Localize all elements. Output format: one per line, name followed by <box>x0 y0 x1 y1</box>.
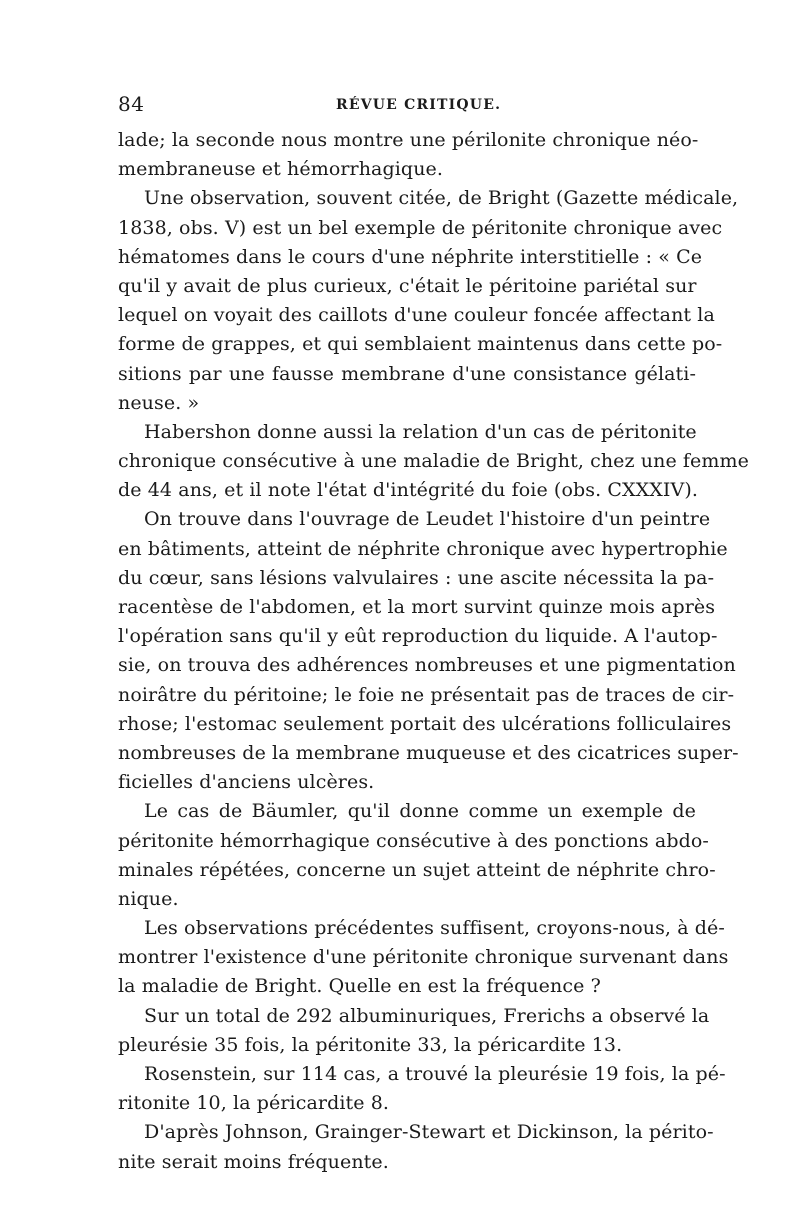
text-line: Habershon donne aussi la relation d'un cas de péritonite <box>144 420 697 443</box>
text-line: rhose; l'estomac seulement portait des ulcérations folliculaires <box>118 712 732 735</box>
text-line: lade; la seconde nous montre une périlonite chronique néo- <box>118 129 699 151</box>
body-text <box>118 126 749 1177</box>
text-line: forme de grappes, et qui semblaient maintenus dans cette po- <box>118 333 723 356</box>
text-line: la maladie de Bright. Quelle en est la fréquence ? <box>118 975 601 998</box>
page-number: 84 <box>118 92 145 116</box>
text-line: On trouve dans l'ouvrage de Leudet l'histoire d'un peintre <box>144 508 711 531</box>
text-line: neuse. » <box>118 391 200 414</box>
text-line: D'après Johnson, Grainger-Stewart et Dickinson, la périto- <box>144 1121 714 1144</box>
text-line: membraneuse et hémorrhagique. <box>118 158 444 181</box>
text-line: Sur un total de 292 albuminuriques, Frerichs a observé la <box>144 1004 710 1027</box>
text-line: 1838, obs. V) est un bel exemple de péritonite chronique avec <box>118 216 723 239</box>
text-line: minales répétées, concerne un sujet atteint de néphrite chro- <box>118 858 716 881</box>
text-line: sitions par une fausse membrane d'une consistance gélati- <box>118 362 696 385</box>
text-line: lequel on voyait des caillots d'une couleur foncée affectant la <box>118 304 715 327</box>
text-line: Rosenstein, sur 114 cas, a trouvé la pleurésie 19 fois, la pé- <box>144 1063 726 1085</box>
text-line: chronique consécutive à une maladie de Bright, chez une femme <box>118 450 749 473</box>
text-line: montrer l'existence d'une péritonite chronique survenant dans <box>118 946 729 969</box>
text-line: ritonite 10, la péricardite 8. <box>118 1092 390 1115</box>
text-line: pleurésie 35 fois, la péritonite 33, la péricardite 13. <box>118 1033 623 1056</box>
text-line: qu'il y avait de plus curieux, c'était le péritoine pariétal sur <box>118 274 697 297</box>
text-line: Une observation, souvent citée, de Bright (Gazette médicale, <box>144 187 739 210</box>
text-line: nique. <box>118 887 179 910</box>
text-line: péritonite hémorrhagique consécutive à des ponctions abdo- <box>118 829 709 852</box>
text-line: ficielles d'anciens ulcères. <box>118 771 375 794</box>
book-page <box>118 92 749 1177</box>
running-title: RÉVUE CRITIQUE. <box>336 97 502 113</box>
text-line: en bâtiments, atteint de néphrite chronique avec hypertrophie <box>118 537 728 560</box>
text-line: nite serait moins fréquente. <box>118 1150 389 1173</box>
text-line: sie, on trouva des adhérences nombreuses et une pigmentation <box>118 654 736 677</box>
text-line: racentèse de l'abdomen, et la mort survint quinze mois après <box>118 596 716 618</box>
text-line: nombreuses de la membrane muqueuse et des cicatrices super- <box>118 741 739 764</box>
text-line: hématomes dans le cours d'une néphrite interstitielle : « Ce <box>118 245 703 268</box>
text-line: du cœur, sans lésions valvulaires : une ascite nécessita la pa- <box>118 566 715 589</box>
text-line: Les observations précédentes suffisent, croyons-nous, à dé- <box>144 917 725 940</box>
text-line: noirâtre du péritoine; le foie ne présentait pas de traces de cir- <box>118 683 735 706</box>
page-header <box>118 92 696 126</box>
text-line: de 44 ans, et il note l'état d'intégrité du foie (obs. CXXXIV). <box>118 479 698 502</box>
text-line: l'opération sans qu'il y eût reproduction du liquide. A l'autop- <box>118 625 718 648</box>
text-line: Le cas de Bäumler, qu'il donne comme un exemple de <box>144 800 696 823</box>
